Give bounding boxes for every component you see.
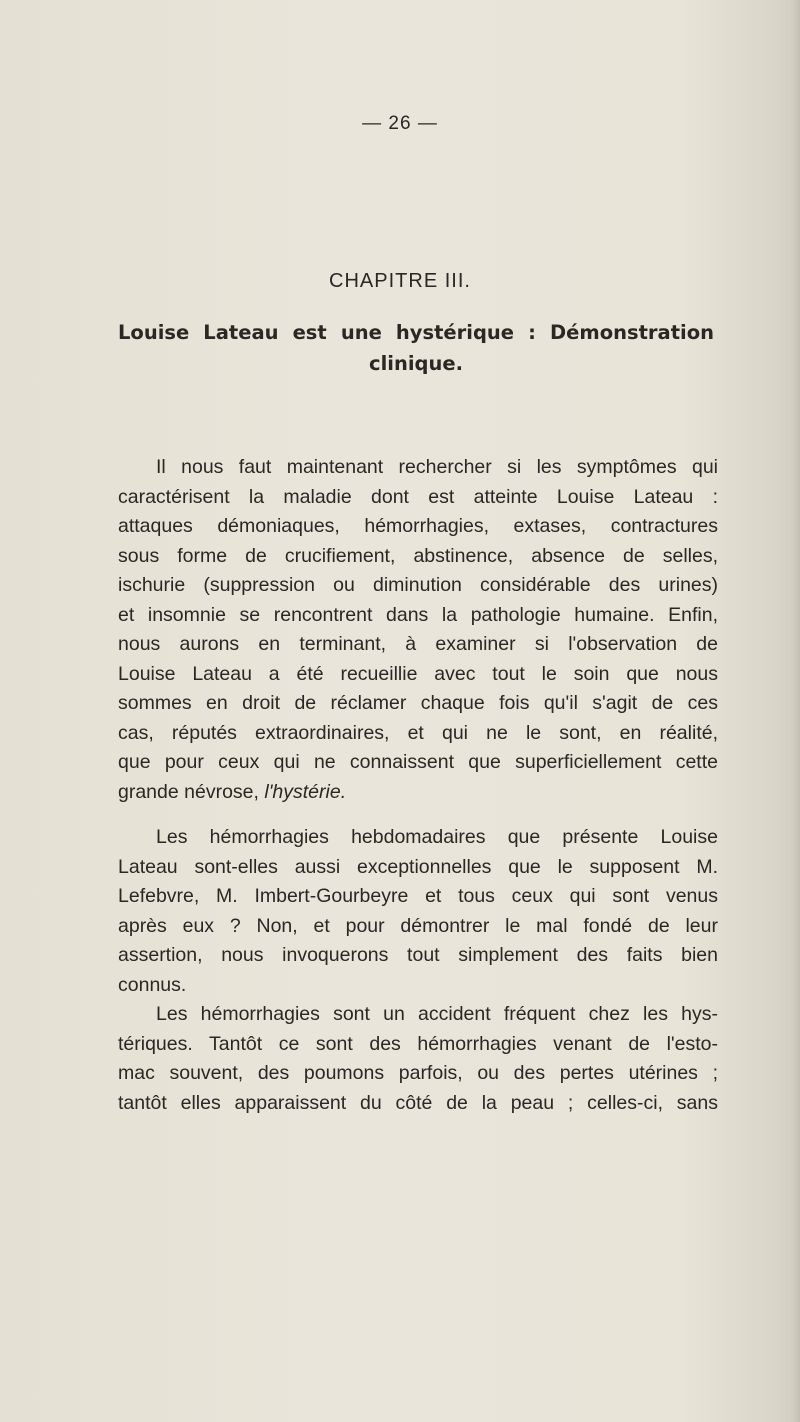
chapter-title-line-2: clinique. [369, 352, 463, 375]
chapter-title-line-1: Louise Lateau est une hystérique : Démonstration [118, 321, 714, 344]
text-line: que pour ceux qui ne connaissent que superficiellement cette [118, 751, 718, 773]
text-line: et insomnie se rencontrent dans la pathologie humaine. Enfin, [118, 603, 718, 626]
text-line: assertion, nous invoquerons tout simplement des faits bien [118, 944, 718, 966]
text-line: sous forme de crucifiement, abstinence, absence de selles, [118, 544, 718, 567]
text-line: attaques démoniaques, hémorrhagies, extases, contractures [118, 515, 718, 537]
text-line: Les hémorrhagies hebdomadaires que présente Louise [156, 826, 718, 848]
text-line [118, 778, 718, 808]
paragraph-3 [118, 1000, 718, 1118]
text-line: caractérisent la maladie dont est atteinte Louise Lateau : [118, 485, 718, 508]
text-line: Louise Lateau a été recueillie avec tout le soin que nous [118, 662, 718, 685]
text-line: ischurie (suppression ou diminution considérable des urines) [118, 574, 718, 596]
text-line: Lefebvre, M. Imbert-Gourbeyre et tous ceux qui sont venus [118, 885, 718, 907]
text-fragment: grande névrose, [118, 780, 265, 803]
body-text [118, 453, 718, 1118]
chapter-title [118, 317, 714, 379]
text-line: Il nous faut maintenant rechercher si les symptômes qui [156, 456, 718, 478]
text-line: sommes en droit de réclamer chaque fois qu'il s'agit de ces [118, 692, 718, 714]
text-line: Les hémorrhagies sont un accident fréquent chez les hys- [156, 1003, 718, 1025]
page-edge-shadow [792, 0, 800, 1422]
text-line: cas, réputés extraordinaires, et qui ne le sont, en réalité, [118, 721, 718, 744]
chapter-heading: CHAPITRE III. [329, 270, 471, 292]
text-line: après eux ? Non, et pour démontrer le mal fondé de leur [118, 914, 718, 937]
text-line: connus. [118, 973, 187, 996]
text-line: mac souvent, des poumons parfois, ou des pertes utérines ; [118, 1062, 718, 1084]
italic-term: l'hystérie. [264, 780, 347, 803]
paragraph-2 [118, 823, 718, 1000]
text-line: tantôt elles apparaissent du côté de la peau ; celles-ci, sans [118, 1091, 718, 1114]
page-number: — 26 — [362, 113, 438, 134]
text-line: nous aurons en terminant, à examiner si l'observation de [118, 633, 718, 655]
paragraph-1 [118, 453, 718, 807]
text-line: Lateau sont-elles aussi exceptionnelles que le supposent M. [118, 855, 718, 878]
text-line: tériques. Tantôt ce sont des hémorrhagies venant de l'esto- [118, 1032, 718, 1055]
